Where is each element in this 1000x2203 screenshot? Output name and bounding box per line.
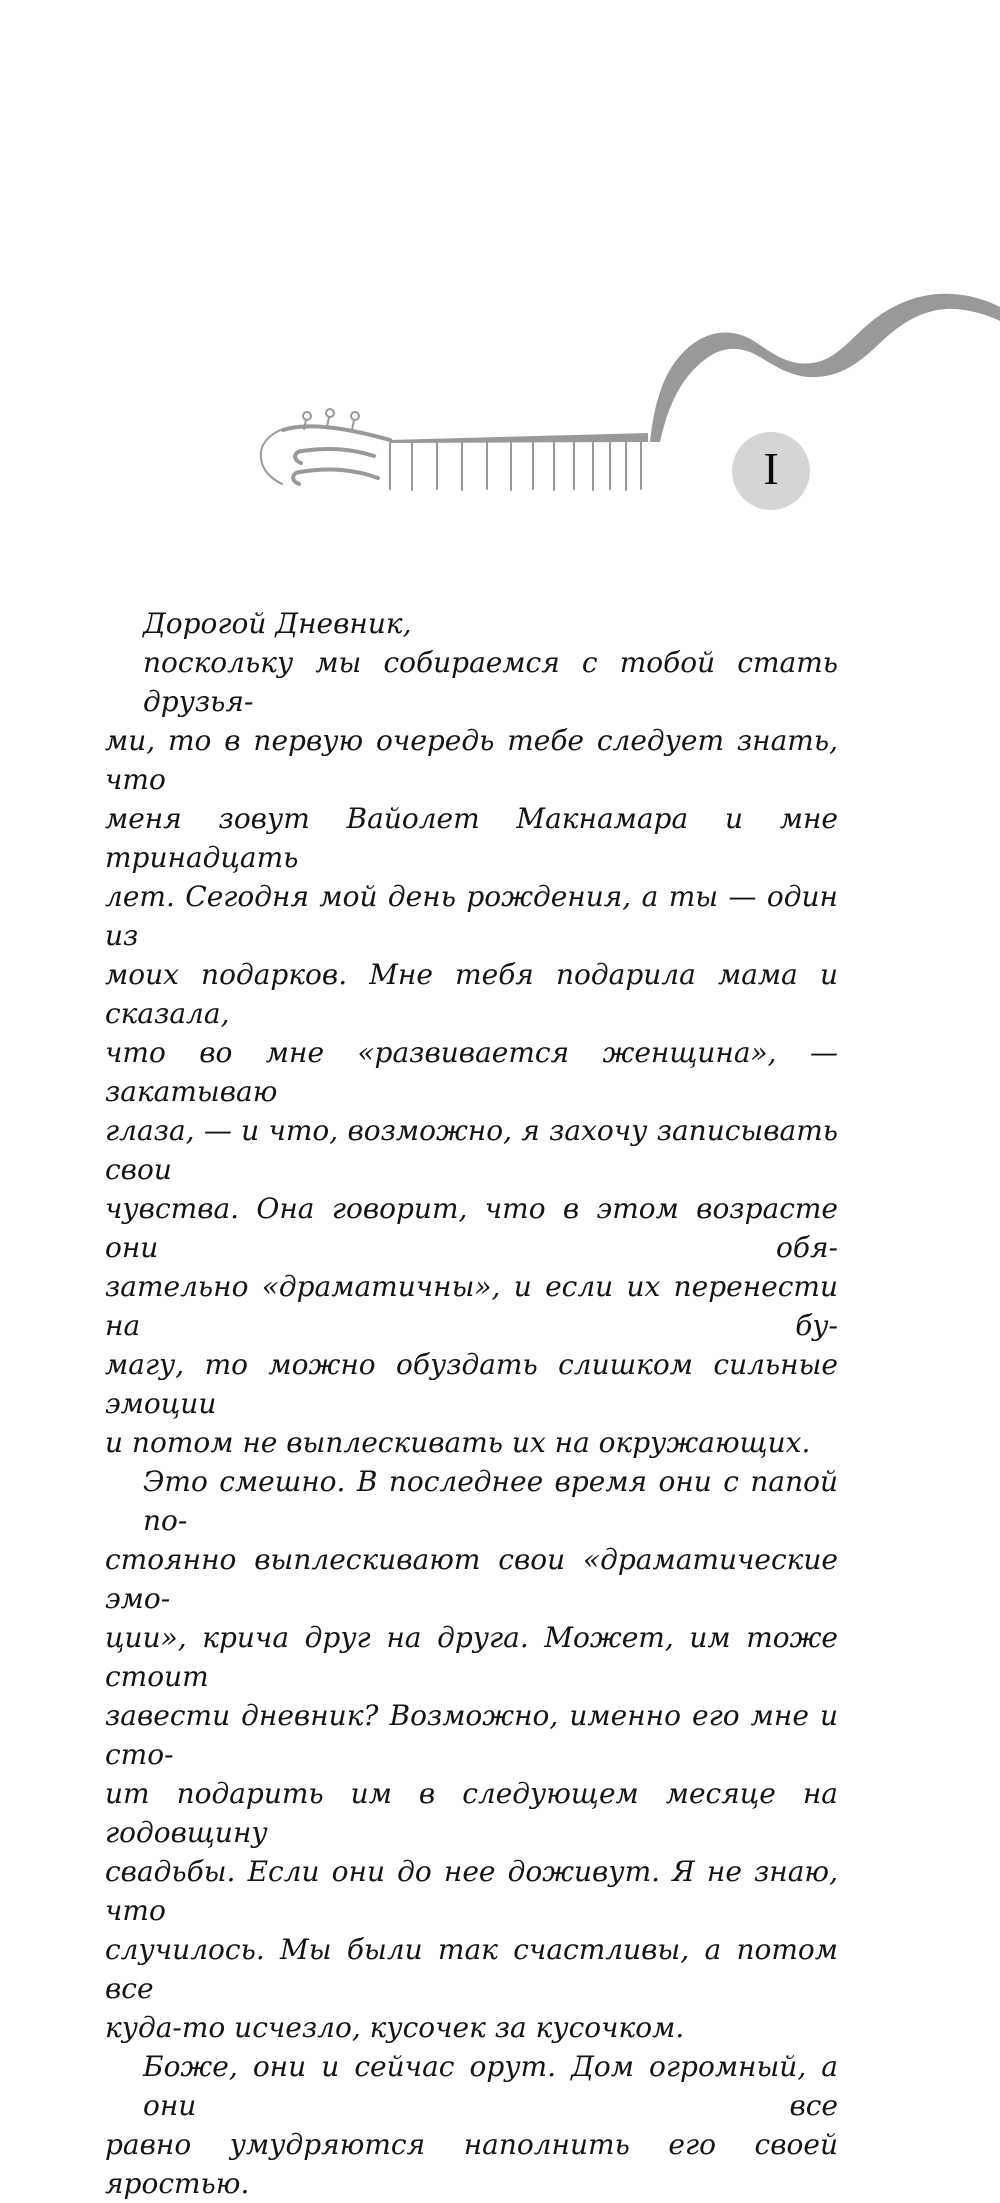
- text-line: ции», крича друг на друга. Может, им тоже стоит: [105, 1621, 838, 1693]
- guitar-headstock-line-1: [295, 449, 374, 463]
- text-line: и потом не выплескивать их на окружающих.: [105, 1426, 811, 1459]
- text-line: куда-то исчезло, кусочек за кусочком.: [105, 2011, 685, 2044]
- guitar-fretboard-bar: [390, 433, 648, 443]
- chapter-numeral: I: [763, 443, 779, 494]
- text-line: ми, то в первую очередь тебе следует знать, что: [105, 724, 838, 796]
- guitar-frets: [390, 438, 641, 490]
- text-line: Дорогой Дневник,: [143, 607, 412, 640]
- guitar-headstock-outline: [261, 429, 283, 484]
- chapter-number-badge: [732, 432, 810, 510]
- guitar-headstock-top: [283, 426, 390, 440]
- text-line: глаза, — и что, возможно, я захочу записывать свои: [105, 1114, 838, 1186]
- text-line: что во мне «развивается женщина», — закатываю: [105, 1036, 838, 1108]
- text-line: завести дневник? Возможно, именно его мне и сто-: [105, 1699, 838, 1771]
- text-line: зательно «драматичны», и если их перенести на бу-: [105, 1270, 838, 1342]
- text-line: свадьбы. Если они до нее доживут. Я не знаю, что: [105, 1855, 838, 1927]
- text-line: поскольку мы собираемся с тобой стать друзья-: [143, 646, 838, 718]
- text-line: равно умудряются наполнить его своей яростью.: [105, 2128, 838, 2200]
- text-line: ит подарить им в следующем месяце на годовщину: [105, 1777, 838, 1849]
- guitar-body-curve: [650, 294, 1000, 442]
- text-line: магу, то можно обуздать слишком сильные эмоции: [105, 1348, 838, 1420]
- text-line: лет. Сегодня мой день рождения, а ты — один из: [105, 880, 838, 952]
- guitar-illustration-icon: [0, 280, 1000, 520]
- text-line: Это смешно. В последнее время они с папой по-: [143, 1465, 838, 1537]
- text-line: стоянно выплескивают свои «драматические эмо-: [105, 1543, 838, 1615]
- text-line: меня зовут Вайолет Макнамара и мне тринадцать: [105, 802, 838, 874]
- text-line: случилось. Мы были так счастливы, а потом все: [105, 1933, 838, 2005]
- text-line: моих подарков. Мне тебя подарила мама и сказала,: [105, 958, 838, 1030]
- text-line: Боже, они и сейчас орут. Дом огромный, а они все: [143, 2050, 838, 2122]
- guitar-headstock-line-2: [293, 470, 378, 484]
- page-text: [105, 604, 838, 2203]
- text-line: чувства. Она говорит, что в этом возрасте они обя-: [105, 1192, 838, 1264]
